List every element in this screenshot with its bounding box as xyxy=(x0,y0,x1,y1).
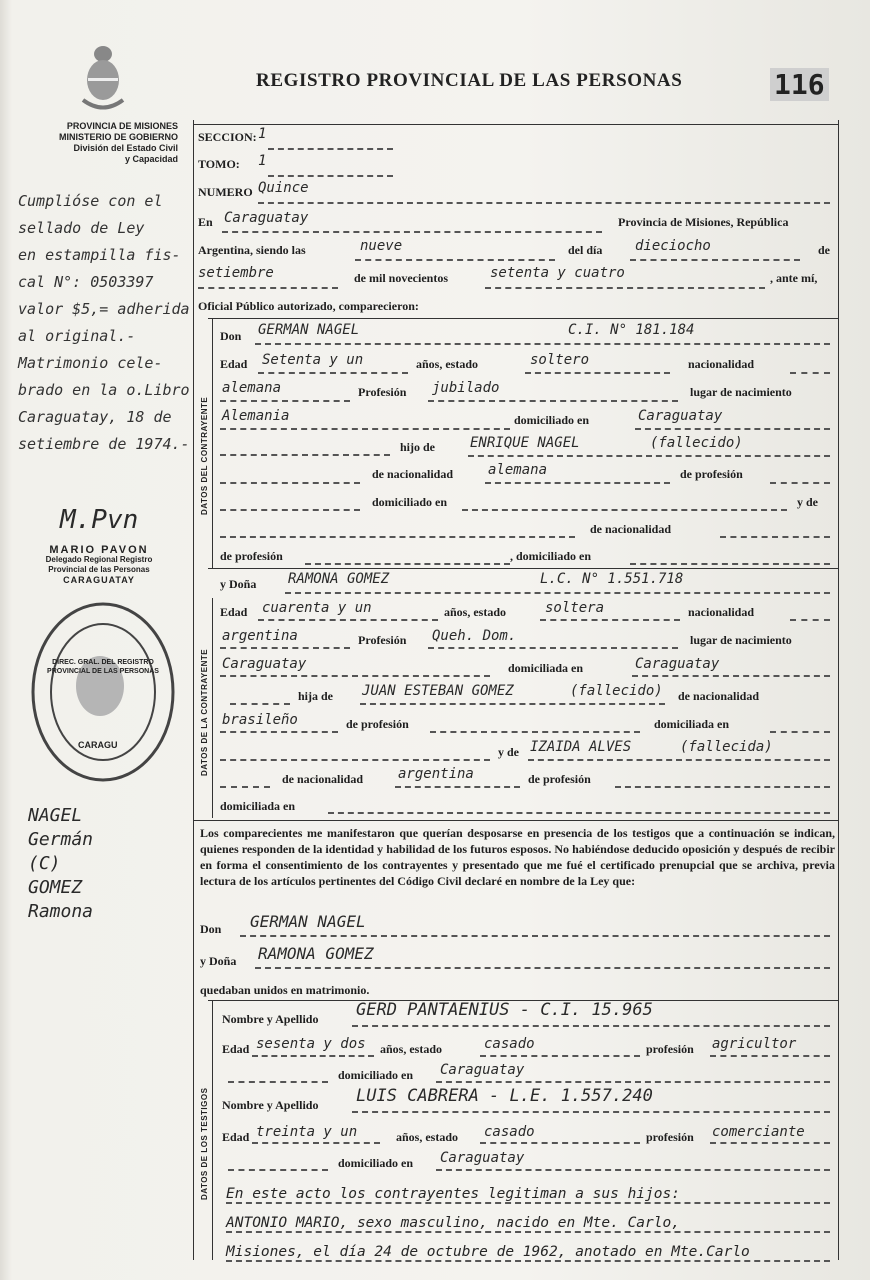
fill-line xyxy=(540,619,680,621)
domiciliada-label: domiciliada en xyxy=(220,799,296,813)
seccion-label: SECCION: xyxy=(198,130,257,144)
domiciliado-label: domiciliado en xyxy=(338,1068,414,1082)
final-note-line: En este acto los contrayentes legitiman a sus hijos: xyxy=(226,1186,680,1202)
profesion-value: jubilado xyxy=(432,380,500,396)
fill-line xyxy=(328,812,830,814)
fill-line xyxy=(258,202,830,204)
section-divider xyxy=(208,318,838,319)
margin-note-line: brado en la o.Libro xyxy=(18,381,190,399)
lugar-nacimiento-label: lugar de nacimiento xyxy=(690,385,792,399)
de-profesion-label: de profesión xyxy=(528,772,591,786)
section-border xyxy=(212,318,213,568)
fill-line xyxy=(770,731,830,733)
estado-dona-value: soltera xyxy=(545,600,605,616)
frame-line xyxy=(838,120,839,1260)
de-nacionalidad-label: de nacionalidad xyxy=(372,467,454,481)
fill-line xyxy=(630,259,800,261)
institution-block xyxy=(28,121,178,165)
de-nacionalidad-label: de nacionalidad xyxy=(282,772,364,786)
fill-line xyxy=(428,400,678,402)
anos-estado-label: años, estado xyxy=(444,605,507,619)
fill-line xyxy=(305,563,510,565)
margin-note-line: al original.- xyxy=(18,327,136,345)
padre-nacionalidad-value: alemana xyxy=(488,462,548,478)
official-place: CARAGUATAY xyxy=(63,575,135,585)
fill-line xyxy=(230,703,290,705)
fill-line xyxy=(468,455,830,457)
fill-line xyxy=(630,563,830,565)
fill-line xyxy=(226,1231,830,1233)
seal-icon xyxy=(28,598,178,786)
fill-line xyxy=(528,759,830,761)
fill-line xyxy=(462,509,787,511)
fill-line xyxy=(220,482,360,484)
margin-name: Germán xyxy=(28,829,94,850)
fill-line xyxy=(220,675,490,677)
fill-line xyxy=(352,1025,830,1027)
fill-line xyxy=(480,1055,640,1057)
edad-label: Edad xyxy=(222,1042,250,1056)
numero-label: NUMERO xyxy=(198,185,253,199)
fill-line xyxy=(285,592,830,594)
dona-name: RAMONA GOMEZ xyxy=(288,571,390,587)
section-divider xyxy=(208,568,838,569)
final-note-line: Misiones, el día 24 de octubre de 1962, anotado en Mte.Carlo xyxy=(226,1244,750,1260)
lugar-dona-value: Caraguatay xyxy=(222,656,307,672)
del-dia-label: del día xyxy=(568,243,603,257)
fill-line xyxy=(615,786,830,788)
y-dona-label: y Doña xyxy=(200,954,237,968)
don-label: Don xyxy=(220,329,242,343)
profesion-label: profesión xyxy=(646,1042,694,1056)
fill-line xyxy=(632,675,830,677)
nacionalidad-label: nacionalidad xyxy=(688,357,755,371)
fill-line xyxy=(222,231,602,233)
de-nacionalidad-label: de nacionalidad xyxy=(678,689,760,703)
fill-line xyxy=(790,372,830,374)
nombre-apellido-label: Nombre y Apellido xyxy=(222,1012,319,1026)
fill-line xyxy=(252,1142,380,1144)
madre-dona-nac-value: argentina xyxy=(398,766,474,782)
margin-name: GOMEZ xyxy=(28,877,83,898)
margin-note-line: Caraguatay, 18 de xyxy=(18,408,172,426)
padre-value: ENRIQUE NAGEL xyxy=(470,435,580,451)
de-label: de xyxy=(818,243,830,257)
edad-label: Edad xyxy=(220,357,248,371)
lugar-value: Caraguatay xyxy=(224,210,309,226)
fill-line xyxy=(635,428,830,430)
margin-note-line: Matrimonio cele- xyxy=(18,354,163,372)
padre-dona-note: (fallecido) xyxy=(570,683,663,699)
tomo-value: 1 xyxy=(258,153,267,169)
official-title: Delegado Regional Registro xyxy=(45,555,153,564)
fill-line xyxy=(710,1142,830,1144)
fill-line xyxy=(220,454,390,456)
profesion-label: profesión xyxy=(646,1130,694,1144)
padre-note: (fallecido) xyxy=(650,435,743,451)
datos-testigos-label: DATOS DE LOS TESTIGOS xyxy=(200,1087,209,1200)
domiciliada-label: domiciliada en xyxy=(654,717,730,731)
don-label: Don xyxy=(200,922,222,936)
final-note xyxy=(226,1180,750,1267)
y-dona-label: y Doña xyxy=(220,577,257,591)
nacionalidad-label: nacionalidad xyxy=(688,605,755,619)
de-profesion-label: de profesión xyxy=(346,717,409,731)
y-de-label: y de xyxy=(797,495,818,509)
fill-line xyxy=(268,148,393,150)
lugar-nacimiento-label: lugar de nacimiento xyxy=(690,633,792,647)
datos-la-contrayente-label: DATOS DE LA CONTRAYENTE xyxy=(200,648,209,776)
edad-dona-value: cuarenta y un xyxy=(262,600,372,616)
fill-line xyxy=(770,482,830,484)
margin-names xyxy=(28,804,93,924)
anos-estado-label: años, estado xyxy=(416,357,479,371)
de-profesion-label: de profesión xyxy=(680,467,743,481)
fill-line xyxy=(268,175,393,177)
fill-line xyxy=(258,372,408,374)
margin-name: (C) xyxy=(28,853,61,874)
seccion-value: 1 xyxy=(258,126,267,142)
argentina-label: Argentina, siendo las xyxy=(198,243,306,257)
fill-line xyxy=(360,703,665,705)
testigo2-edad: treinta y un xyxy=(256,1124,358,1140)
hija-de-label: hija de xyxy=(298,689,334,703)
domicilio-value: Caraguatay xyxy=(638,408,723,424)
hijo-de-label: hijo de xyxy=(400,440,436,454)
institution-line: División del Estado Civil xyxy=(73,143,178,153)
domiciliada-label: domiciliada en xyxy=(508,661,584,675)
fill-line xyxy=(428,647,678,649)
edad-label: Edad xyxy=(220,605,248,619)
margin-note xyxy=(18,188,190,458)
fill-line xyxy=(220,509,360,511)
anos-estado-label: años, estado xyxy=(396,1130,459,1144)
fill-line xyxy=(228,1081,328,1083)
fill-line xyxy=(255,967,830,969)
section-border xyxy=(212,598,213,818)
fill-line xyxy=(220,731,338,733)
declaration-paragraph: Los comparecientes me manifestaron que querían desposarse en presencia de los testigos que a continuación se indican, quienes responden de la identidad y habilidad de los futuros esposos. No habiéndose deducido oposición y después de recibir en forma el consentimiento de los contrayentes y presentado que me fué el certificado prenupcial que se archiva, previa lectura de los artículos pertinentes del Código Civil declaré en nombre de la Ley que: xyxy=(200,826,835,888)
tomo-label: TOMO: xyxy=(198,157,240,171)
section-border xyxy=(212,1000,213,1260)
don-document: C.I. N° 181.184 xyxy=(568,322,695,338)
fill-line xyxy=(720,536,830,538)
fill-line xyxy=(485,287,765,289)
fill-line xyxy=(220,647,350,649)
anio-value: setenta y cuatro xyxy=(490,265,625,281)
margin-note-line: Cumplióse con el xyxy=(18,192,163,210)
coat-of-arms-icon xyxy=(78,40,128,110)
fill-line xyxy=(352,1111,830,1113)
ante-mi-label: , ante mí, xyxy=(770,271,818,285)
quedaban-label: quedaban unidos en matrimonio. xyxy=(200,983,370,997)
official-name: MARIO PAVON xyxy=(49,544,149,556)
fill-line xyxy=(710,1055,830,1057)
seal-city: CARAGU xyxy=(78,740,118,750)
testigo1-profesion: agricultor xyxy=(712,1036,797,1052)
fill-line xyxy=(790,619,830,621)
margin-note-line: setiembre de 1974.- xyxy=(18,435,190,453)
domicilio-dona-value: Caraguatay xyxy=(635,656,720,672)
en-label: En xyxy=(198,215,213,229)
frame-line xyxy=(193,124,838,125)
nacionalidad-dona-value: argentina xyxy=(222,628,298,644)
padre-dona-value: JUAN ESTEBAN GOMEZ xyxy=(362,683,514,699)
de-profesion-label: de profesión xyxy=(220,549,283,563)
estado-value: soltero xyxy=(530,352,590,368)
fill-line xyxy=(220,759,490,761)
seal-text: DIREC. GRAL. DEL REGISTRO PROVINCIAL DE LAS PERSONAS xyxy=(47,659,159,675)
section-divider xyxy=(193,820,838,821)
margin-name: NAGEL xyxy=(28,805,83,826)
folio-number: 116 xyxy=(770,68,829,101)
institution-line: y Capacidad xyxy=(124,154,178,164)
domiciliado-label: domiciliado en xyxy=(338,1156,414,1170)
anos-estado-label: años, estado xyxy=(380,1042,443,1056)
margin-name: Ramona xyxy=(28,901,94,922)
fill-line xyxy=(226,1202,830,1204)
oficial-label: Oficial Público autorizado, comparecieron: xyxy=(198,299,419,313)
madre-dona-note: (fallecida) xyxy=(680,739,773,755)
fill-line xyxy=(226,1260,830,1262)
edad-label: Edad xyxy=(222,1130,250,1144)
testigo2-value: LUIS CABRERA - L.E. 1.557.240 xyxy=(356,1086,653,1106)
madre-dona-value: IZAIDA ALVES xyxy=(530,739,632,755)
fill-line xyxy=(436,1081,830,1083)
profesion-dona-value: Queh. Dom. xyxy=(432,628,517,644)
lugar-nacimiento-value: Alemania xyxy=(222,408,290,424)
fill-line xyxy=(198,287,338,289)
fill-line xyxy=(240,935,830,937)
official-stamp xyxy=(14,545,184,585)
profesion-label: Profesión xyxy=(358,385,407,399)
declared-don: GERMAN NAGEL xyxy=(250,912,366,931)
fill-line xyxy=(480,1142,640,1144)
fill-line xyxy=(220,536,575,538)
nombre-apellido-label: Nombre y Apellido xyxy=(222,1098,319,1112)
institution-line: PROVINCIA DE MISIONES xyxy=(66,121,178,131)
fill-line xyxy=(430,731,640,733)
margin-note-line: en estampilla fis- xyxy=(18,246,181,264)
fill-line xyxy=(395,786,520,788)
fill-line xyxy=(525,372,670,374)
fill-line xyxy=(355,259,555,261)
fill-line xyxy=(485,482,670,484)
domiciliado-label: domiciliado en xyxy=(372,495,448,509)
mil-novecientos-label: de mil novecientos xyxy=(354,271,448,285)
testigo1-value: GERD PANTAENIUS - C.I. 15.965 xyxy=(356,1000,653,1020)
declared-dona: RAMONA GOMEZ xyxy=(258,944,374,963)
de-nacionalidad-label: de nacionalidad xyxy=(590,522,672,536)
fill-line xyxy=(220,786,270,788)
testigo2-domicilio: Caraguatay xyxy=(440,1150,525,1166)
fill-line xyxy=(220,400,350,402)
testigo1-estado: casado xyxy=(484,1036,535,1052)
frame-line xyxy=(193,120,194,1260)
datos-contrayente-label: DATOS DEL CONTRAYENTE xyxy=(200,396,209,515)
y-de-label: y de xyxy=(498,745,519,759)
provincia-label: Provincia de Misiones, República xyxy=(618,215,789,229)
testigo2-estado: casado xyxy=(484,1124,535,1140)
institution-line: MINISTERIO DE GOBIERNO xyxy=(58,132,178,142)
fill-line xyxy=(220,428,510,430)
official-seal xyxy=(28,598,178,786)
domiciliado-label: , domiciliado en xyxy=(510,549,592,563)
final-note-line: ANTONIO MARIO, sexo masculino, nacido en Mte. Carlo, xyxy=(226,1215,680,1231)
official-title: Provincial de las Personas xyxy=(48,565,150,574)
fill-line xyxy=(228,1169,328,1171)
hora-value: nueve xyxy=(360,238,403,254)
padre-dona-nac-value: brasileño xyxy=(222,712,298,728)
fill-line xyxy=(258,619,438,621)
domiciliado-label: domiciliado en xyxy=(514,413,590,427)
testigo1-edad: sesenta y dos xyxy=(256,1036,366,1052)
fill-line xyxy=(436,1169,830,1171)
testigo1-domicilio: Caraguatay xyxy=(440,1062,525,1078)
numero-value: Quince xyxy=(258,180,309,196)
margin-note-line: sellado de Ley xyxy=(18,219,145,237)
don-name: GERMAN NAGEL xyxy=(258,322,360,338)
margin-note-line: valor $5,= adherida xyxy=(18,300,190,318)
mes-value: setiembre xyxy=(198,265,274,281)
fill-line xyxy=(255,343,830,345)
dona-document: L.C. N° 1.551.718 xyxy=(540,571,684,587)
dia-value: dieciocho xyxy=(635,238,711,254)
nacionalidad-value: alemana xyxy=(222,380,282,396)
document-title: REGISTRO PROVINCIAL DE LAS PERSONAS xyxy=(256,70,683,91)
margin-note-line: cal N°: 0503397 xyxy=(18,273,154,291)
testigo2-profesion: comerciante xyxy=(712,1124,805,1140)
fill-line xyxy=(252,1055,374,1057)
official-signature: M.Pvn xyxy=(60,505,139,535)
profesion-label: Profesión xyxy=(358,633,407,647)
edad-value: Setenta y un xyxy=(262,352,364,368)
